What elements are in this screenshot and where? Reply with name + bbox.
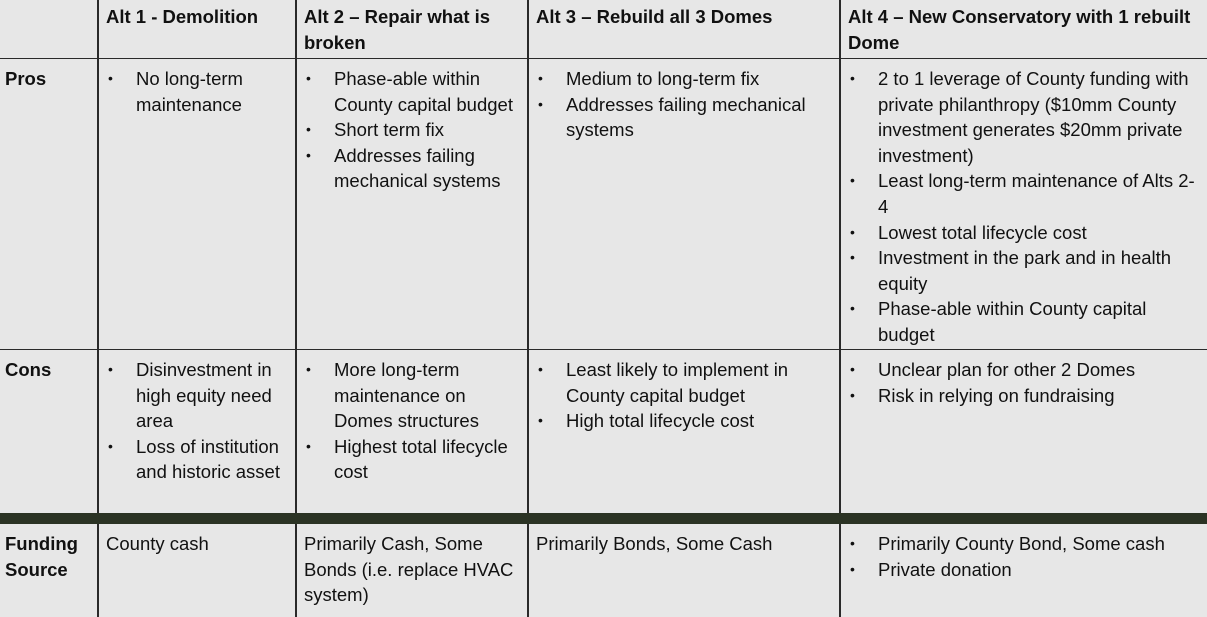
bullet-item	[848, 66, 1199, 168]
bullet-item	[848, 245, 1199, 296]
bullet-item	[106, 357, 287, 434]
header-cell-empty	[0, 0, 97, 4]
bullet-text: High total lifecycle cost	[566, 410, 755, 432]
bullet-item	[106, 434, 287, 485]
bullet-text: Lowest total lifecycle cost	[878, 221, 1087, 243]
header-alt-2: Alt 2 – Repair what is broken	[304, 6, 491, 53]
pros-alt-4	[840, 62, 1207, 348]
bullet-icon: •	[538, 412, 543, 429]
pros-alt-1	[98, 62, 295, 117]
bullet-icon: •	[850, 361, 855, 377]
bullet-text: Phase-able within County capital budget	[878, 298, 1147, 345]
bullet-icon: •	[850, 560, 855, 577]
funding-alt-1: County cash	[106, 533, 209, 554]
bullet-item	[848, 168, 1199, 219]
bullet-icon: •	[306, 121, 311, 138]
bullet-item	[106, 66, 287, 117]
bullet-text: No long-term maintenance	[136, 68, 243, 115]
cons-alt-2	[296, 353, 527, 485]
bullet-item	[304, 117, 519, 143]
funding-alt-2: Primarily Cash, Some Bonds (i.e. replace HVAC system)	[304, 533, 514, 606]
bullet-icon: •	[850, 535, 855, 551]
row-label-pros: Pros	[5, 68, 47, 89]
bullet-icon: •	[306, 437, 311, 454]
bullet-item	[304, 434, 519, 485]
cons-alt-3	[528, 353, 839, 434]
bullet-item	[848, 557, 1199, 583]
bullet-text: Investment in the park and in health equity	[878, 247, 1172, 294]
cons-alt-1	[98, 353, 295, 485]
bullet-icon: •	[108, 70, 113, 86]
bullet-icon: •	[538, 95, 543, 112]
bullet-text: 2 to 1 leverage of County funding with private philanthropy ($10mm County investment generates $20mm private investment)	[878, 68, 1189, 166]
bullet-item	[536, 92, 831, 143]
bullet-item	[536, 357, 831, 408]
bullet-text: Phase-able within County capital budget	[334, 68, 513, 115]
funding-alt-4	[840, 527, 1207, 582]
header-alt-4: Alt 4 – New Conservatory with 1 rebuilt Dome	[848, 6, 1191, 53]
bullet-icon: •	[850, 300, 855, 317]
bullet-icon: •	[538, 70, 543, 86]
bullet-text: Addresses failing mechanical systems	[334, 144, 501, 192]
bullet-text: Primarily County Bond, Some cash	[878, 533, 1165, 554]
row-divider	[0, 58, 1207, 59]
bullet-icon: •	[850, 386, 855, 403]
bullet-item	[304, 66, 519, 117]
bullet-item	[848, 220, 1199, 246]
cons-alt-4	[840, 353, 1207, 408]
bullet-icon: •	[850, 172, 855, 189]
bullet-item	[304, 357, 519, 434]
bullet-icon: •	[850, 223, 855, 240]
bullet-text: Risk in relying on fundraising	[878, 384, 1115, 406]
bullet-item	[848, 357, 1199, 383]
bullet-icon: •	[306, 146, 311, 163]
bullet-item	[536, 66, 831, 92]
bullet-item	[304, 143, 519, 194]
bullet-item	[848, 531, 1199, 557]
bullet-text: Highest total lifecycle cost	[334, 435, 508, 483]
header-alt-1: Alt 1 - Demolition	[106, 6, 259, 27]
bullet-text: Medium to long-term fix	[566, 68, 760, 89]
bullet-item	[536, 408, 831, 434]
bullet-icon: •	[850, 249, 855, 266]
pros-alt-3	[528, 62, 839, 143]
pros-alt-2	[296, 62, 527, 194]
bullet-text: Disinvestment in high equity need area	[136, 359, 272, 432]
bullet-icon: •	[538, 361, 543, 377]
section-band	[0, 513, 1207, 524]
bullet-text: More long-term maintenance on Domes structures	[334, 359, 479, 432]
bullet-text: Unclear plan for other 2 Domes	[878, 359, 1136, 380]
bullet-text: Least long-term maintenance of Alts 2-4	[878, 170, 1195, 217]
bullet-item	[848, 383, 1199, 409]
bullet-icon: •	[306, 361, 311, 377]
bullet-item	[848, 296, 1199, 347]
bullet-text: Least likely to implement in County capital budget	[566, 359, 789, 406]
bullet-text: Private donation	[878, 558, 1012, 580]
row-label-cons: Cons	[5, 359, 52, 380]
bullet-icon: •	[306, 70, 311, 86]
bullet-icon: •	[108, 361, 113, 377]
row-label-funding: Funding Source	[5, 533, 78, 580]
bullet-text: Loss of institution and historic asset	[136, 435, 280, 483]
bullet-icon: •	[108, 437, 113, 454]
funding-alt-3: Primarily Bonds, Some Cash	[536, 533, 773, 554]
header-alt-3: Alt 3 – Rebuild all 3 Domes	[536, 6, 773, 27]
row-divider	[0, 349, 1207, 350]
bullet-text: Short term fix	[334, 119, 444, 141]
bullet-text: Addresses failing mechanical systems	[566, 93, 806, 141]
bullet-icon: •	[850, 70, 855, 86]
